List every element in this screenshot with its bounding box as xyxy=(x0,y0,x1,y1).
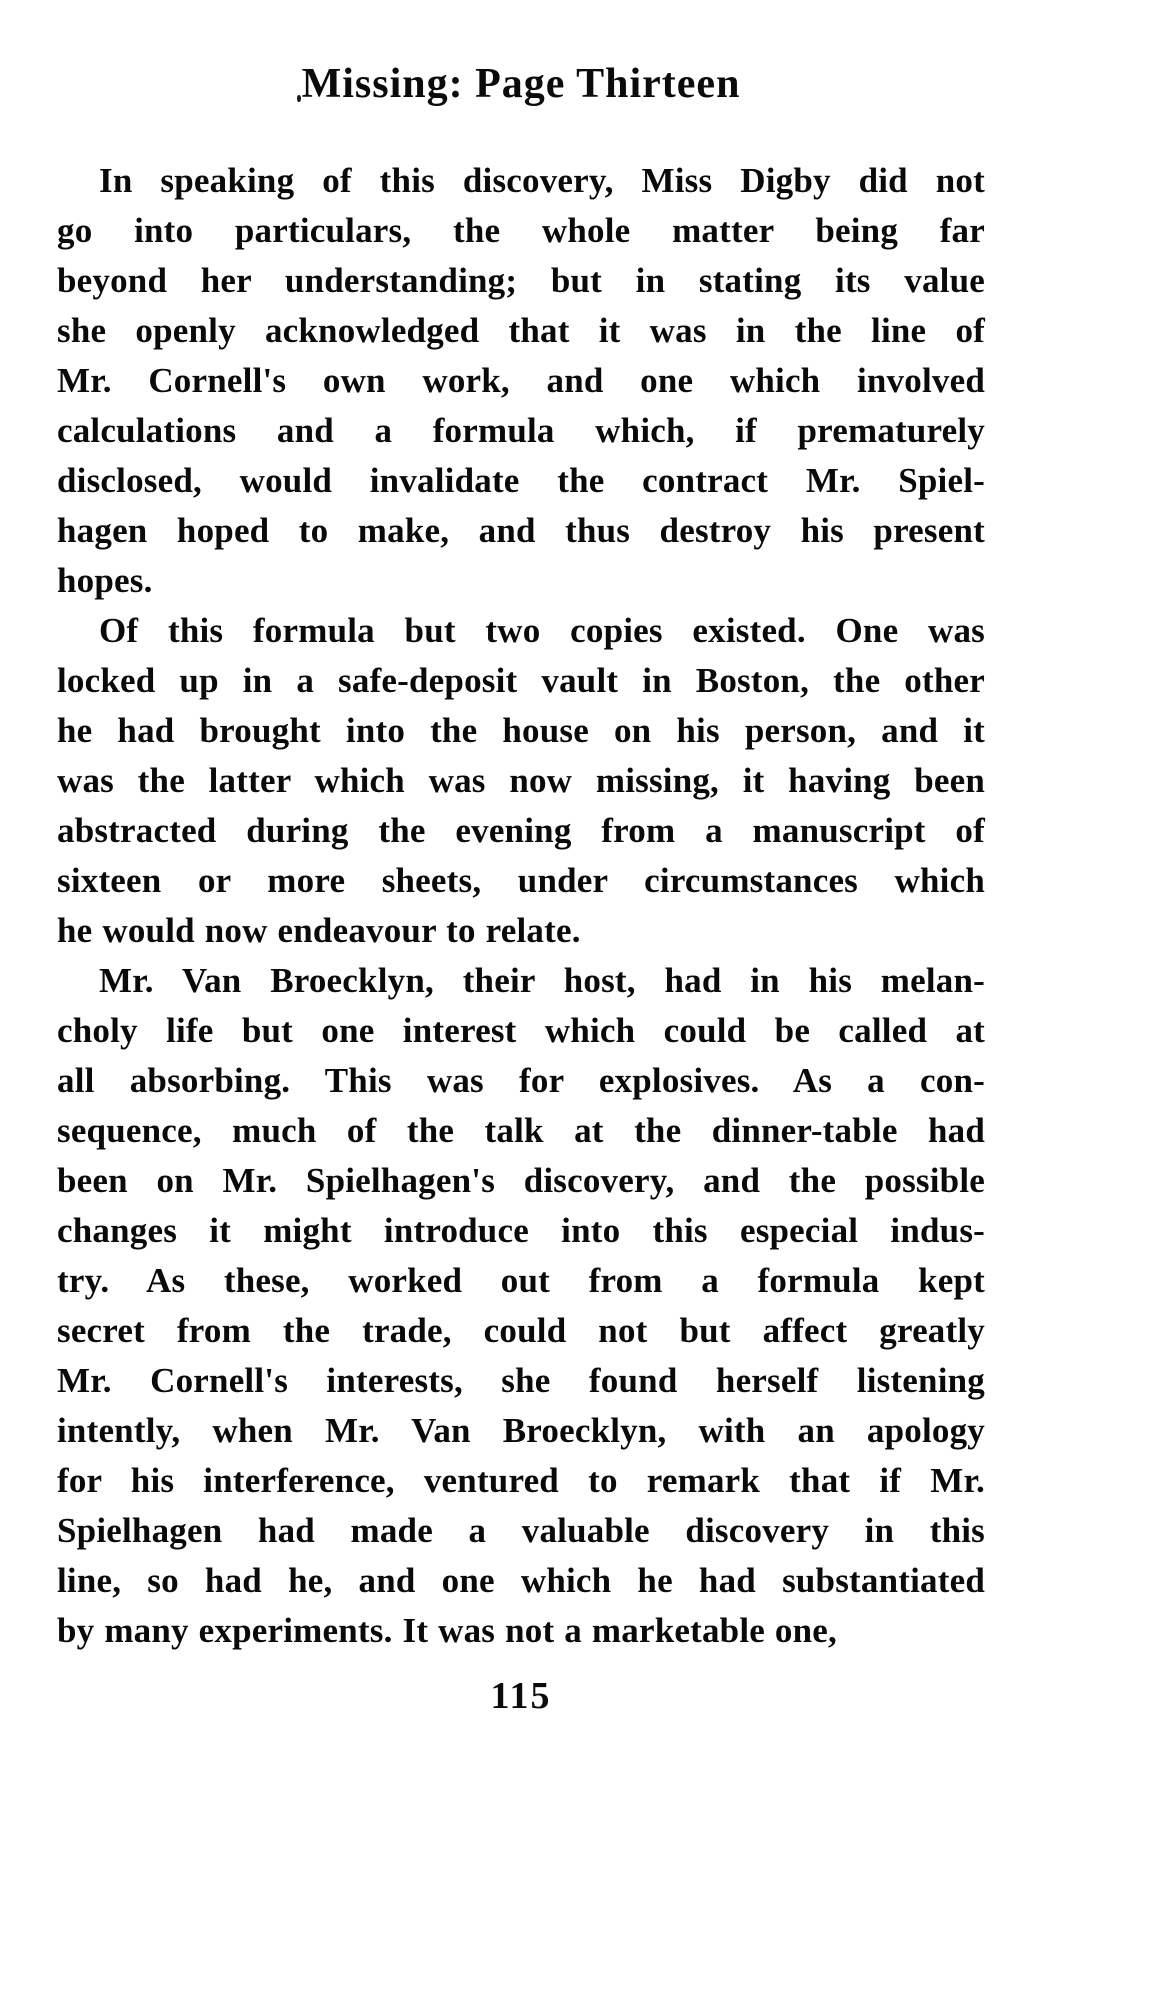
text-line: all absorbing. This was for explosives. As a con- xyxy=(57,1061,985,1100)
text-line: intently, when Mr. Van Broecklyn, with an apology xyxy=(57,1411,985,1450)
text-column xyxy=(57,62,985,1718)
text-line: was the latter which was now missing, it having been xyxy=(57,761,985,800)
text-line: been on Mr. Spielhagen's discovery, and the possible xyxy=(57,1161,985,1200)
page-number: 115 xyxy=(490,1675,552,1717)
paragraph xyxy=(57,606,985,956)
text-line: Spielhagen had made a valuable discovery in this xyxy=(57,1511,985,1550)
text-line: Mr. Cornell's own work, and one which involved xyxy=(57,361,985,400)
paragraph xyxy=(57,156,985,606)
text-line: calculations and a formula which, if prematurely xyxy=(57,411,985,450)
page-text xyxy=(57,156,985,1656)
text-line: line, so had he, and one which he had substantiated xyxy=(57,1561,985,1600)
text-line: beyond her understanding; but in stating its value xyxy=(57,261,985,300)
text-line: hagen hoped to make, and thus destroy his present xyxy=(57,511,985,550)
text-line: for his interference, ventured to remark that if Mr. xyxy=(57,1461,985,1500)
text-line: choly life but one interest which could be called at xyxy=(57,1011,985,1050)
text-line: sixteen or more sheets, under circumstances which xyxy=(57,861,985,900)
chapter-title: Missing: Page Thirteen xyxy=(301,61,741,107)
text-line: In speaking of this discovery, Miss Digby did not xyxy=(99,161,985,200)
text-line: abstracted during the evening from a manuscript of xyxy=(57,811,985,850)
text-line: secret from the trade, could not but affect greatly xyxy=(57,1311,985,1350)
text-line: disclosed, would invalidate the contract Mr. Spiel- xyxy=(57,461,985,500)
text-line: Mr. Cornell's interests, she found herself listening xyxy=(57,1361,985,1400)
text-line: by many experiments. It was not a marketable one, xyxy=(57,1611,837,1650)
text-line: try. As these, worked out from a formula kept xyxy=(57,1261,985,1300)
text-line: go into particulars, the whole matter being far xyxy=(57,211,985,250)
text-line: he would now endeavour to relate. xyxy=(57,911,581,950)
text-line: he had brought into the house on his person, and it xyxy=(57,711,985,750)
text-line: locked up in a safe-deposit vault in Boston, the other xyxy=(57,661,985,700)
text-line: sequence, much of the talk at the dinner-table had xyxy=(57,1111,985,1150)
text-line: Of this formula but two copies existed. One was xyxy=(99,611,985,650)
text-line: Mr. Van Broecklyn, their host, had in his melan- xyxy=(99,961,985,1000)
paragraph xyxy=(57,956,985,1656)
text-line: changes it might introduce into this especial indus- xyxy=(57,1211,985,1250)
text-line: she openly acknowledged that it was in the line of xyxy=(57,311,985,350)
text-line: hopes. xyxy=(57,561,153,600)
